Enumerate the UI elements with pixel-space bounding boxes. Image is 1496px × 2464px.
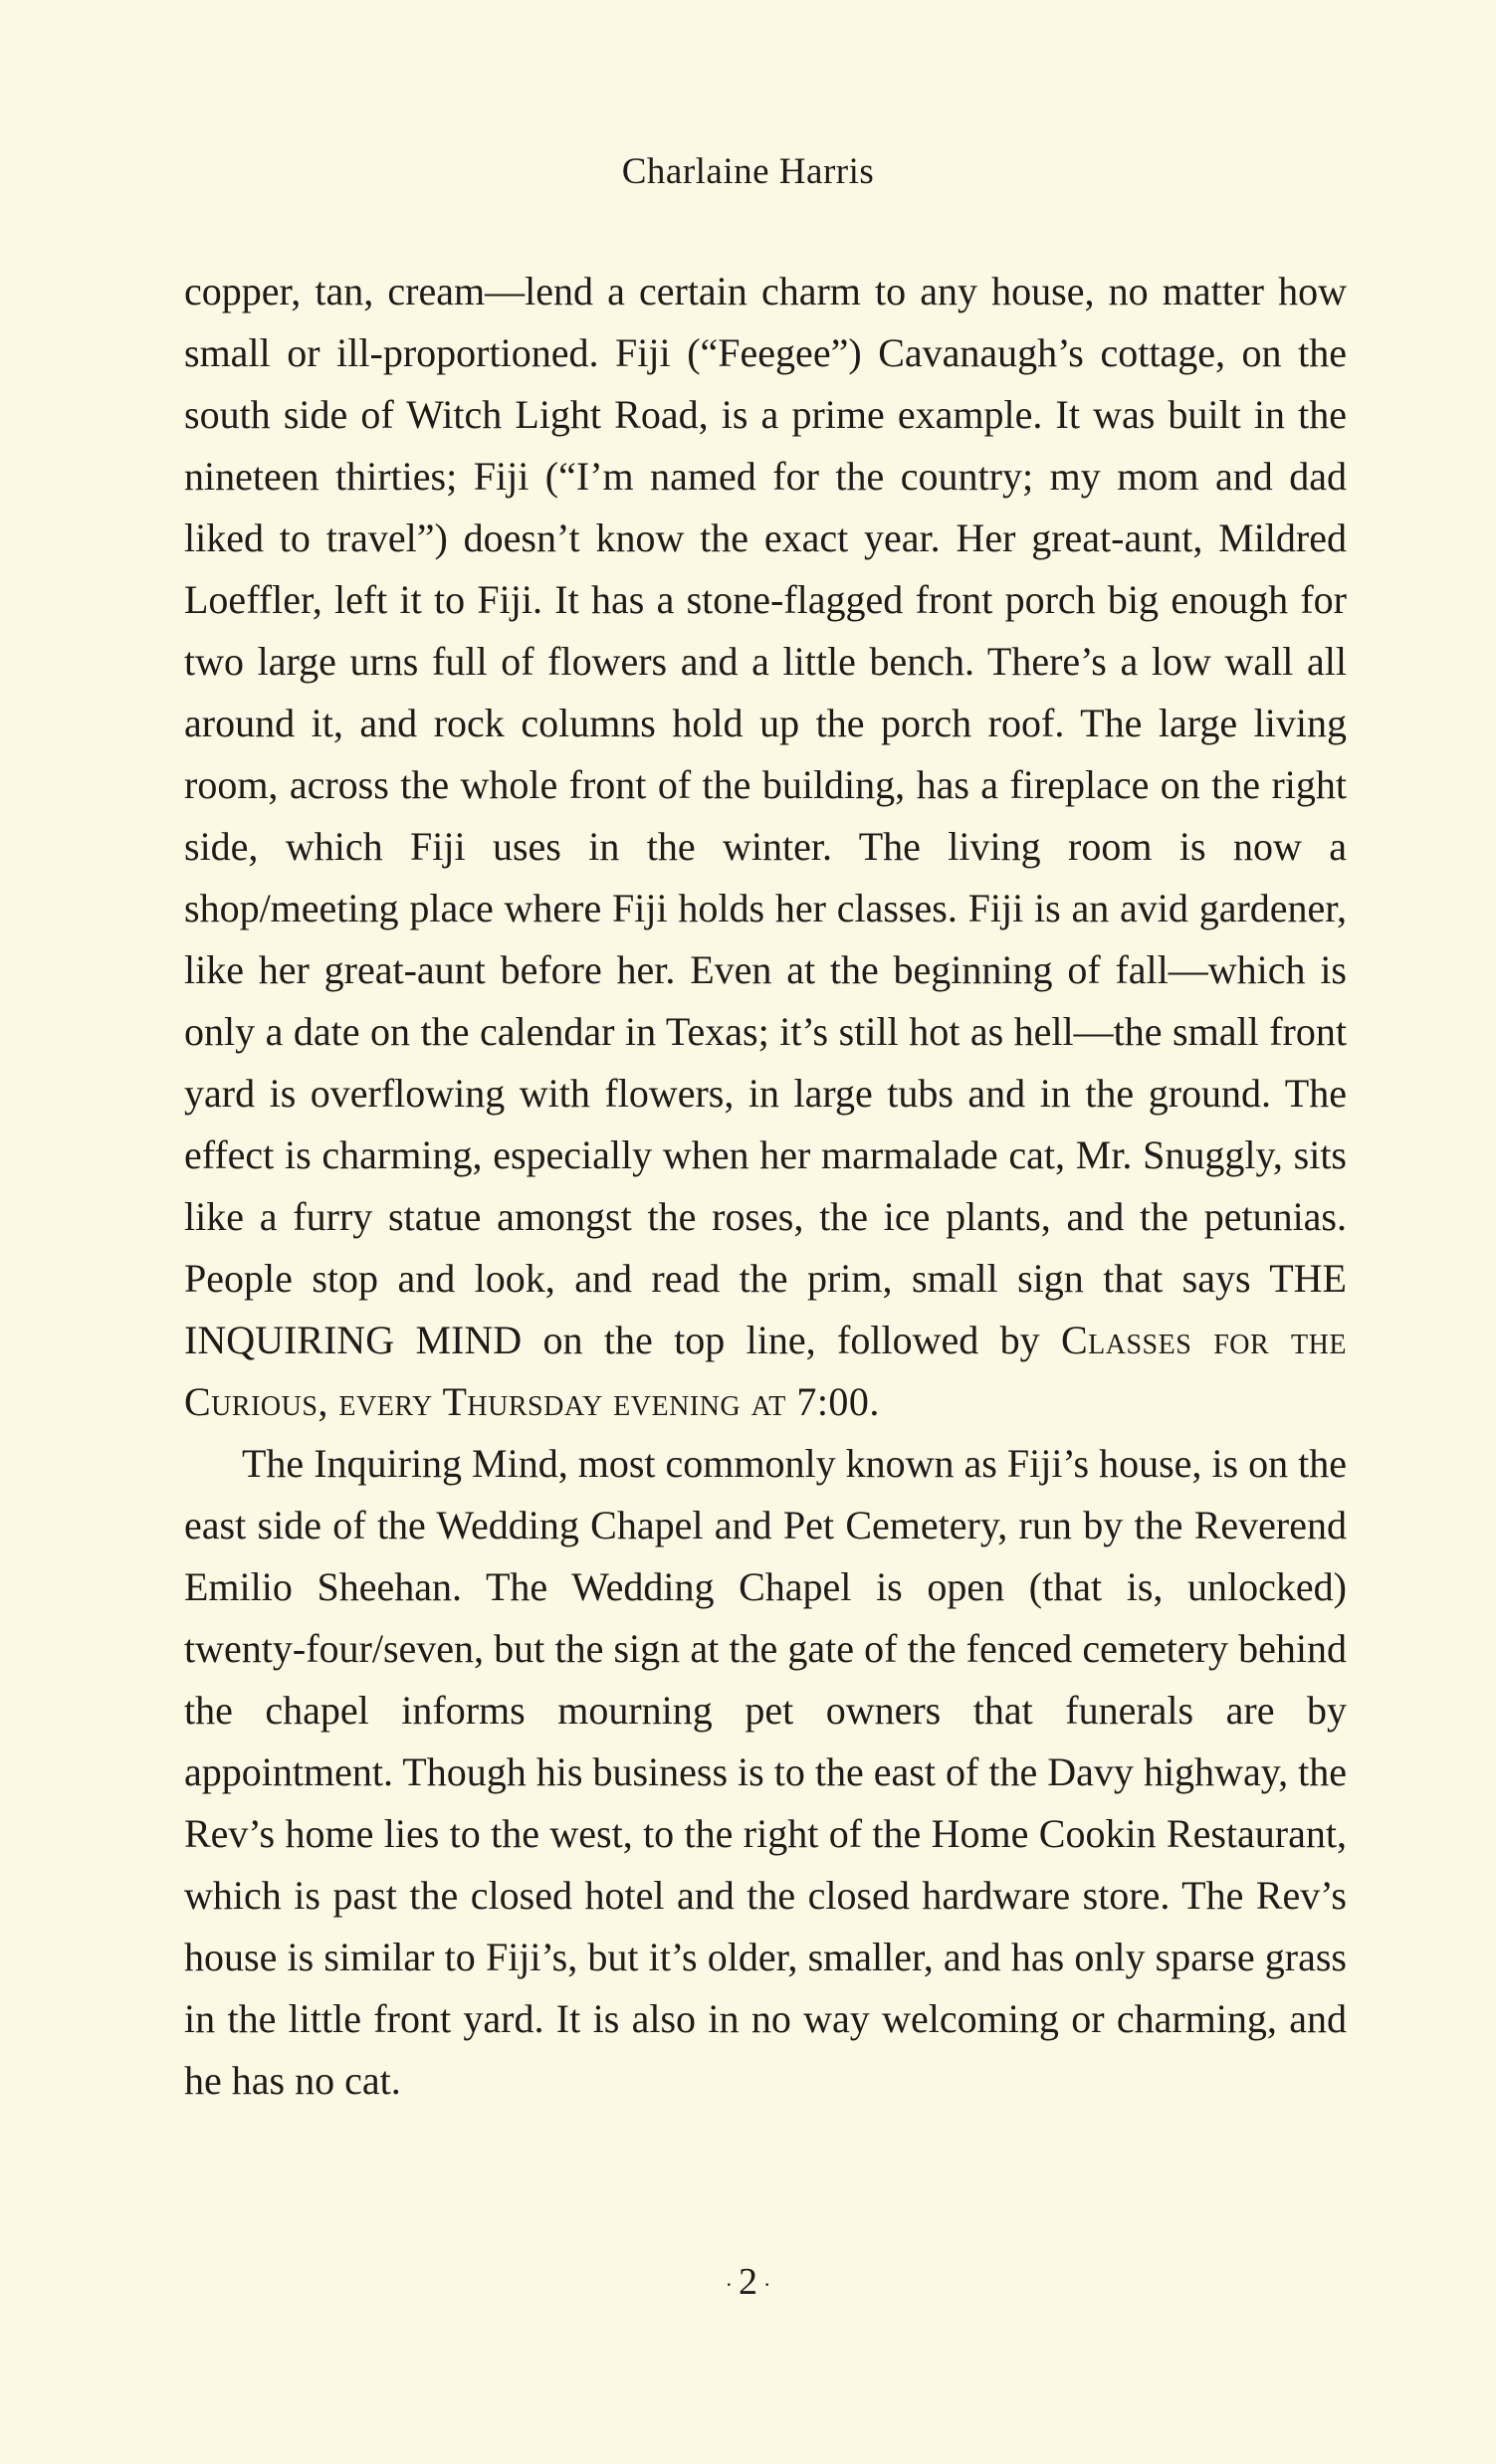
- paragraph-1-text: copper, tan, cream—lend a certain charm to any house, no matter how small or ill-proportioned. Fiji (“Feegee”) Cavanaugh’s cottage, on the south side of Witch Light Road, is a prime example. It was built in the nineteen thirties; Fiji (“I’m named for the country; my mom and dad liked to travel”) doesn’t know the exact year. Her great-aunt, Mildred Loeffler, left it to Fiji. It has a stone-flagged front porch big enough for two large urns full of flowers and a little bench. There’s a low wall all around it, and rock columns hold up the porch roof. The large living room, across the whole front of the building, has a fireplace on the right side, which Fiji uses in the winter. The living room is now a shop/meeting place where Fiji holds her classes. Fiji is an avid gardener, like her great-aunt before her. Even at the beginning of fall—which is only a date on the calendar in Texas; it’s still hot as hell—the small front yard is overflowing with flowers, in large tubs and in the ground. The effect is charming, especially when her marmalade cat, Mr. Snuggly, sits like a furry statue amongst the roses, the ice plants, and the petunias. People stop and look, and read the prim, small sign that says THE INQUIRING MIND on the top line, followed by: [184, 269, 1347, 1362]
- running-head-author: Charlaine Harris: [621, 151, 875, 192]
- paragraph-continued: [184, 261, 1347, 1433]
- page-number-footer: [0, 2257, 1496, 2310]
- folio-ornament-left: ·: [725, 2272, 733, 2298]
- sign-second-line: Classes for the Curious, every Thursday evening at 7:00.: [184, 1318, 1347, 1424]
- body-text: [184, 261, 1347, 2112]
- paragraph-2: The Inquiring Mind, most commonly known as Fiji’s house, is on the east side of the Wedding Chapel and Pet Cemetery, run by the Reverend Emilio Sheehan. The Wedding Chapel is open (that is, unlocked) twenty-four/seven, but the sign at the gate of the fenced cemetery behind the chapel informs mourning pet owners that funerals are by appointment. Though his business is to the east of the Davy highway, the Rev’s home lies to the west, to the right of the Home Cookin Restaurant, which is past the closed hotel and the closed hardware store. The Rev’s house is similar to Fiji’s, but it’s older, smaller, and has only sparse grass in the little front yard. It is also in no way welcoming or charming, and he has no cat.: [184, 1441, 1347, 2103]
- page-number: 2: [739, 2261, 757, 2303]
- folio-ornament-right: ·: [763, 2272, 771, 2298]
